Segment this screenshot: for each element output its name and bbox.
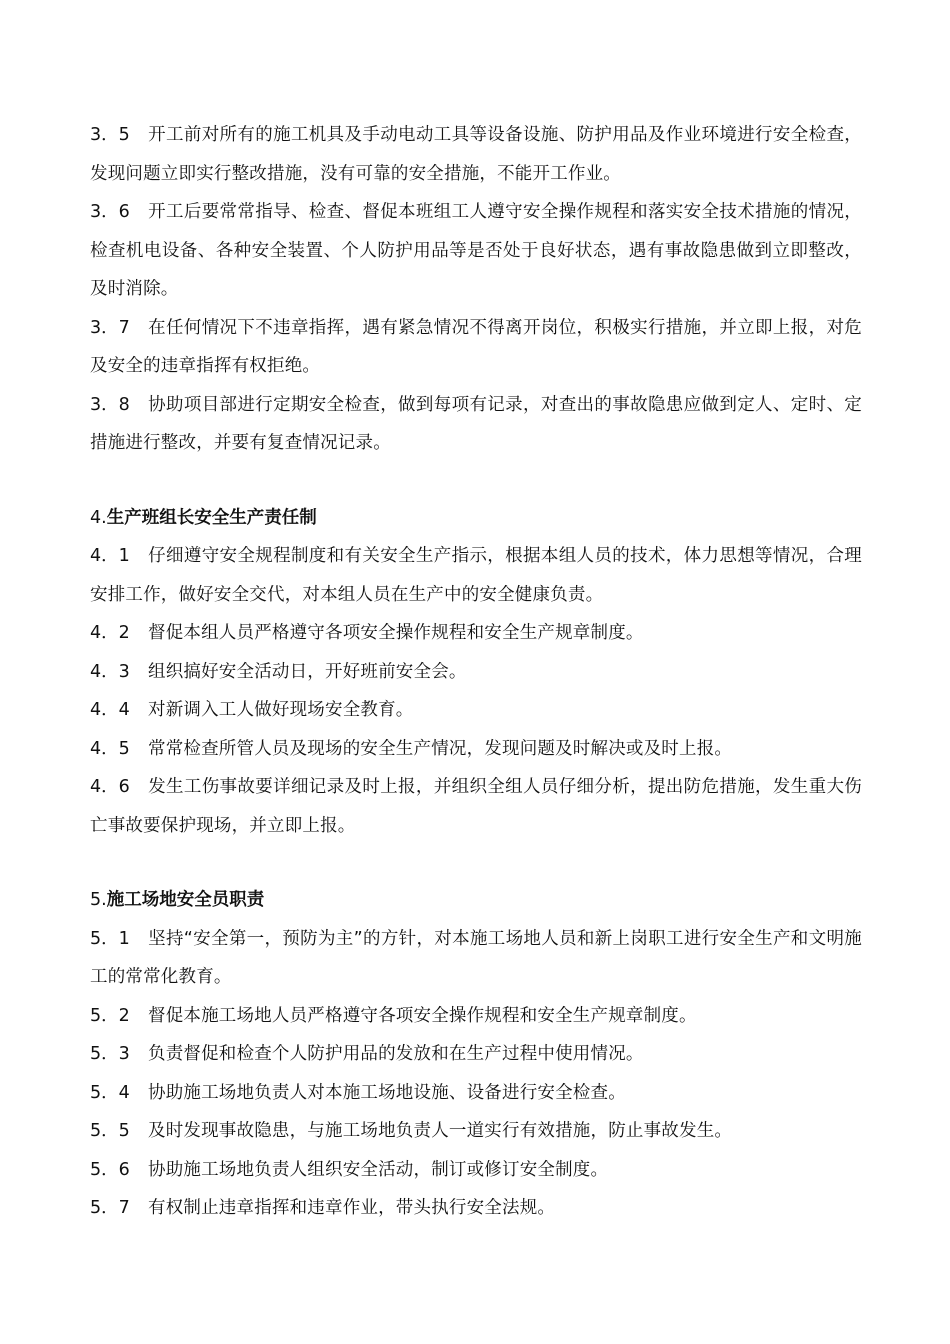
clause-number: 5．1: [90, 928, 130, 949]
clause-number: 5．3: [90, 1044, 130, 1064]
section-number: 5.: [90, 890, 107, 910]
clause-5-7: [90, 1189, 862, 1228]
clause-number: 3．6: [90, 202, 130, 222]
clause-5-1: [90, 920, 862, 997]
clause-number: 4．1: [90, 546, 130, 566]
clause-number: 4．5: [90, 738, 130, 759]
clause-text: 坚持“安全第一，预防为主”的方针，对本施工场地人员和新上岗职工进行安全生产和文明施工的常常化教育。: [90, 928, 862, 987]
clause-text: 督促本组人员严格遵守各项安全操作规程和安全生产规章制度。: [148, 623, 644, 643]
clause-number: 3．5: [90, 125, 130, 145]
clause-5-4: [90, 1074, 862, 1113]
clause-text: 发生工伤事故要详细记录及时上报，并组织全组人员仔细分析，提出防危措施，发生重大伤亡事故要保护现场，并立即上报。: [90, 777, 862, 836]
clause-text: 负责督促和检查个人防护用品的发放和在生产过程中使用情况。: [148, 1044, 644, 1064]
section-number: 4.: [90, 507, 107, 528]
clause-number: 5．5: [90, 1121, 130, 1141]
clause-5-2: [90, 997, 862, 1036]
clause-number: 5．2: [90, 1005, 130, 1026]
clause-4-5: [90, 730, 862, 769]
clause-3-6: [90, 193, 862, 309]
clause-text: 开工后要常常指导、检查、督促本班组工人遵守安全操作规程和落实安全技术措施的情况，检查机电设备、各种安全装置、个人防护用品等是否处于良好状态，遇有事故隐患做到立即整改，及时消除。: [90, 202, 862, 299]
section-5: [90, 881, 862, 1228]
clause-3-5: [90, 116, 862, 193]
section-heading: [90, 499, 862, 538]
section-title: 生产班组长安全生产责任制: [106, 507, 317, 528]
clause-number: 3．8: [90, 394, 130, 415]
section-heading: [90, 881, 862, 920]
clause-text: 及时发现事故隐患，与施工场地负责人一道实行有效措施，防止事故发生。: [148, 1121, 733, 1141]
clause-4-3: [90, 653, 862, 692]
clause-number: 4．6: [90, 777, 130, 797]
clause-4-6: [90, 768, 862, 845]
clause-5-5: [90, 1112, 862, 1151]
clause-text: 在任何情况下不违章指挥，遇有紧急情况不得离开岗位，积极实行措施，并立即上报，对危及安全的违章指挥有权拒绝。: [90, 317, 862, 376]
clause-text: 协助施工场地负责人对本施工场地设施、设备进行安全检查。: [148, 1082, 626, 1103]
clause-5-3: [90, 1035, 862, 1074]
clause-4-4: [90, 691, 862, 730]
section-3: [90, 116, 862, 463]
section-4: [90, 499, 862, 846]
clause-5-6: [90, 1151, 862, 1190]
clause-text: 协助施工场地负责人组织安全活动，制订或修订安全制度。: [148, 1159, 609, 1180]
clause-text: 协助项目部进行定期安全检查，做到每项有记录，对查出的事故隐患应做到定人、定时、定措施进行整改，并要有复查情况记录。: [90, 394, 862, 453]
clause-text: 督促本施工场地人员严格遵守各项安全操作规程和安全生产规章制度。: [148, 1005, 697, 1026]
clause-3-7: [90, 309, 862, 386]
clause-text: 常常检查所管人员及现场的安全生产情况，发现问题及时解决或及时上报。: [148, 738, 733, 759]
clause-number: 5．7: [90, 1198, 130, 1218]
clause-number: 4．2: [90, 623, 130, 643]
clause-3-8: [90, 386, 862, 463]
clause-text: 开工前对所有的施工机具及手动电动工具等设备设施、防护用品及作业环境进行安全检查，发现问题立即实行整改措施，没有可靠的安全措施，不能开工作业。: [90, 125, 862, 184]
clause-number: 4．3: [90, 661, 130, 682]
clause-4-1: [90, 537, 862, 614]
clause-text: 组织搞好安全活动日，开好班前安全会。: [148, 661, 467, 682]
clause-number: 5．4: [90, 1082, 130, 1103]
clause-4-2: [90, 614, 862, 653]
clause-text: 仔细遵守安全规程制度和有关安全生产指示，根据本组人员的技术，体力思想等情况，合理安排工作，做好安全交代，对本组人员在生产中的安全健康负责。: [90, 546, 862, 605]
section-title: 施工场地安全员职责: [106, 890, 265, 910]
clause-number: 3．7: [90, 317, 130, 338]
clause-text: 对新调入工人做好现场安全教育。: [148, 700, 414, 720]
clause-number: 5．6: [90, 1159, 130, 1180]
clause-text: 有权制止违章指挥和违章作业，带头执行安全法规。: [148, 1198, 556, 1218]
clause-number: 4．4: [90, 700, 130, 720]
